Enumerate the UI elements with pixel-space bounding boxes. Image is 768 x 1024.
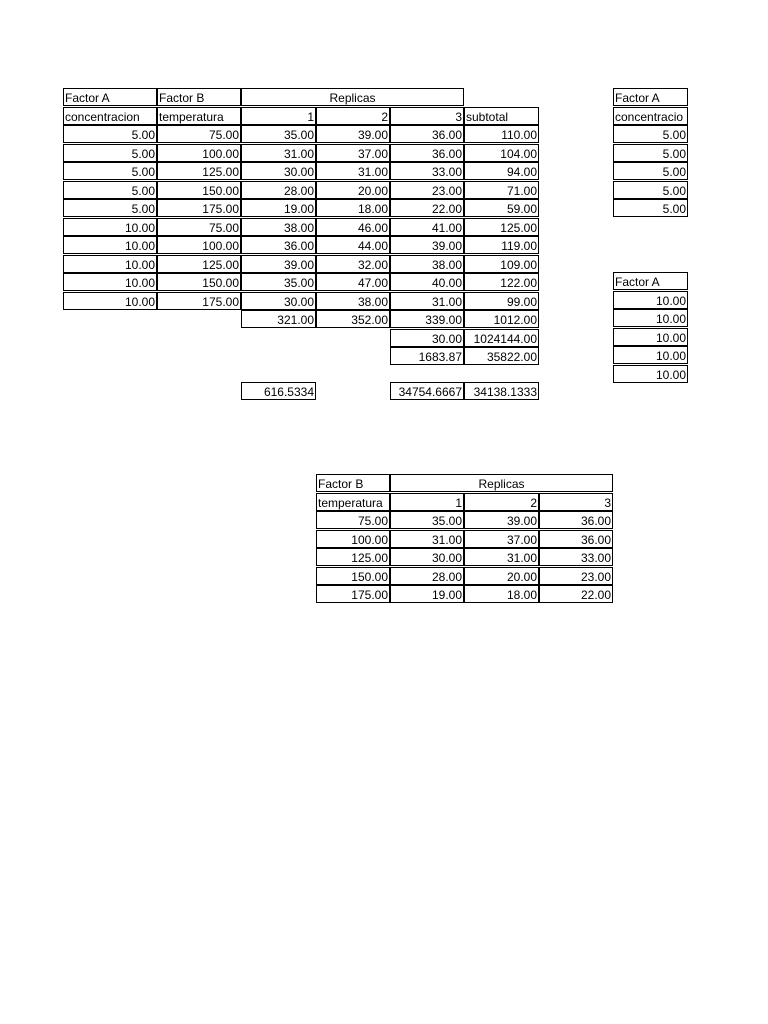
table-cell: 175.00 xyxy=(157,199,241,217)
calc-cell: 30.00 xyxy=(390,329,464,347)
calc-cell: 35822.00 xyxy=(464,347,539,365)
table-cell: 23.00 xyxy=(390,181,464,199)
table-cell: 39.00 xyxy=(241,255,316,273)
table-cell: 150.00 xyxy=(157,181,241,199)
lower-table-cell: 30.00 xyxy=(390,548,464,566)
table-cell: 38.00 xyxy=(390,255,464,273)
table-cell: 100.00 xyxy=(157,236,241,254)
lower-table-cell: 20.00 xyxy=(464,567,539,585)
table-cell: 36.00 xyxy=(390,144,464,162)
table-cell: 150.00 xyxy=(157,273,241,291)
table-cell: 40.00 xyxy=(390,273,464,291)
header-concentracion: concentracion xyxy=(63,107,157,125)
header-replicas: Replicas xyxy=(241,88,464,106)
right2-cell: 10.00 xyxy=(613,365,688,383)
lower-table-cell: 36.00 xyxy=(539,530,613,548)
right2-cell: 10.00 xyxy=(613,346,688,364)
table-cell: 30.00 xyxy=(241,162,316,180)
lower-table-cell: 150.00 xyxy=(316,567,390,585)
table-cell: 5.00 xyxy=(63,162,157,180)
table-cell: 125.00 xyxy=(157,255,241,273)
right2-cell: 10.00 xyxy=(613,291,688,309)
lower-table-cell: 28.00 xyxy=(390,567,464,585)
table-cell: 35.00 xyxy=(241,125,316,143)
table-cell: 59.00 xyxy=(464,199,539,217)
table-cell: 31.00 xyxy=(390,292,464,310)
totals-cell: 321.00 xyxy=(241,310,316,328)
lower-header-temperatura: temperatura xyxy=(316,493,390,511)
lower-table-cell: 23.00 xyxy=(539,567,613,585)
calc-cell-right: 34138.1333 xyxy=(464,382,539,400)
table-cell: 5.00 xyxy=(63,199,157,217)
right2-cell: 10.00 xyxy=(613,309,688,327)
calc-cell-left: 616.5334 xyxy=(241,382,316,400)
table-cell: 71.00 xyxy=(464,181,539,199)
lower-table-cell: 33.00 xyxy=(539,548,613,566)
table-cell: 75.00 xyxy=(157,218,241,236)
lower-table-cell: 36.00 xyxy=(539,511,613,529)
table-cell: 125.00 xyxy=(464,218,539,236)
lower-table-cell: 19.00 xyxy=(390,585,464,603)
table-cell: 39.00 xyxy=(316,125,390,143)
lower-header-factor-b: Factor B xyxy=(316,474,390,492)
table-cell: 75.00 xyxy=(157,125,241,143)
table-cell: 36.00 xyxy=(241,236,316,254)
table-cell: 20.00 xyxy=(316,181,390,199)
header-subtotal: subtotal xyxy=(464,107,539,125)
table-cell: 119.00 xyxy=(464,236,539,254)
lower-table-cell: 18.00 xyxy=(464,585,539,603)
totals-cell: 352.00 xyxy=(316,310,390,328)
table-cell: 109.00 xyxy=(464,255,539,273)
lower-table-cell: 35.00 xyxy=(390,511,464,529)
lower-header-replica-3: 3 xyxy=(539,493,613,511)
totals-cell: 339.00 xyxy=(390,310,464,328)
table-cell: 10.00 xyxy=(63,292,157,310)
header-factor-a: Factor A xyxy=(63,88,157,106)
table-cell: 5.00 xyxy=(63,125,157,143)
table-cell: 10.00 xyxy=(63,236,157,254)
table-cell: 5.00 xyxy=(63,144,157,162)
table-cell: 39.00 xyxy=(390,236,464,254)
lower-table-cell: 39.00 xyxy=(464,511,539,529)
table-cell: 10.00 xyxy=(63,273,157,291)
calc-cell-mid: 34754.6667 xyxy=(390,382,464,400)
header-factor-b: Factor B xyxy=(157,88,241,106)
lower-table-cell: 31.00 xyxy=(390,530,464,548)
right-cell: 5.00 xyxy=(613,125,688,143)
table-cell: 94.00 xyxy=(464,162,539,180)
table-cell: 30.00 xyxy=(241,292,316,310)
right-cell: 5.00 xyxy=(613,162,688,180)
table-cell: 38.00 xyxy=(316,292,390,310)
table-cell: 104.00 xyxy=(464,144,539,162)
table-cell: 110.00 xyxy=(464,125,539,143)
header-replica-3: 3 xyxy=(390,107,464,125)
table-cell: 47.00 xyxy=(316,273,390,291)
lower-table-cell: 31.00 xyxy=(464,548,539,566)
table-cell: 28.00 xyxy=(241,181,316,199)
right-cell: 5.00 xyxy=(613,144,688,162)
table-cell: 37.00 xyxy=(316,144,390,162)
table-cell: 100.00 xyxy=(157,144,241,162)
table-cell: 22.00 xyxy=(390,199,464,217)
header-replica-1: 1 xyxy=(241,107,316,125)
table-cell: 31.00 xyxy=(316,162,390,180)
calc-cell: 1024144.00 xyxy=(464,329,539,347)
lower-table-cell: 22.00 xyxy=(539,585,613,603)
table-cell: 19.00 xyxy=(241,199,316,217)
lower-table-cell: 37.00 xyxy=(464,530,539,548)
calc-cell: 1683.87 xyxy=(390,347,464,365)
right2-header-factor-a: Factor A xyxy=(613,272,688,290)
table-cell: 36.00 xyxy=(390,125,464,143)
table-cell: 10.00 xyxy=(63,255,157,273)
table-cell: 32.00 xyxy=(316,255,390,273)
table-cell: 5.00 xyxy=(63,181,157,199)
header-temperatura: temperatura xyxy=(157,107,241,125)
lower-header-replicas: Replicas xyxy=(390,474,613,492)
table-cell: 175.00 xyxy=(157,292,241,310)
lower-table-cell: 75.00 xyxy=(316,511,390,529)
table-cell: 18.00 xyxy=(316,199,390,217)
lower-table-cell: 175.00 xyxy=(316,585,390,603)
table-cell: 38.00 xyxy=(241,218,316,236)
table-cell: 41.00 xyxy=(390,218,464,236)
table-cell: 33.00 xyxy=(390,162,464,180)
lower-table-cell: 100.00 xyxy=(316,530,390,548)
table-cell: 99.00 xyxy=(464,292,539,310)
lower-header-replica-1: 1 xyxy=(390,493,464,511)
right2-cell: 10.00 xyxy=(613,328,688,346)
table-cell: 44.00 xyxy=(316,236,390,254)
right-cell: 5.00 xyxy=(613,181,688,199)
table-cell: 31.00 xyxy=(241,144,316,162)
header-replica-2: 2 xyxy=(316,107,390,125)
table-cell: 125.00 xyxy=(157,162,241,180)
right-header-factor-a: Factor A xyxy=(613,88,688,106)
right-cell: 5.00 xyxy=(613,199,688,217)
lower-header-replica-2: 2 xyxy=(464,493,539,511)
totals-cell: 1012.00 xyxy=(464,310,539,328)
table-cell: 46.00 xyxy=(316,218,390,236)
lower-table-cell: 125.00 xyxy=(316,548,390,566)
table-cell: 10.00 xyxy=(63,218,157,236)
table-cell: 35.00 xyxy=(241,273,316,291)
right-header-concentracion: concentracio xyxy=(613,107,688,125)
table-cell: 122.00 xyxy=(464,273,539,291)
